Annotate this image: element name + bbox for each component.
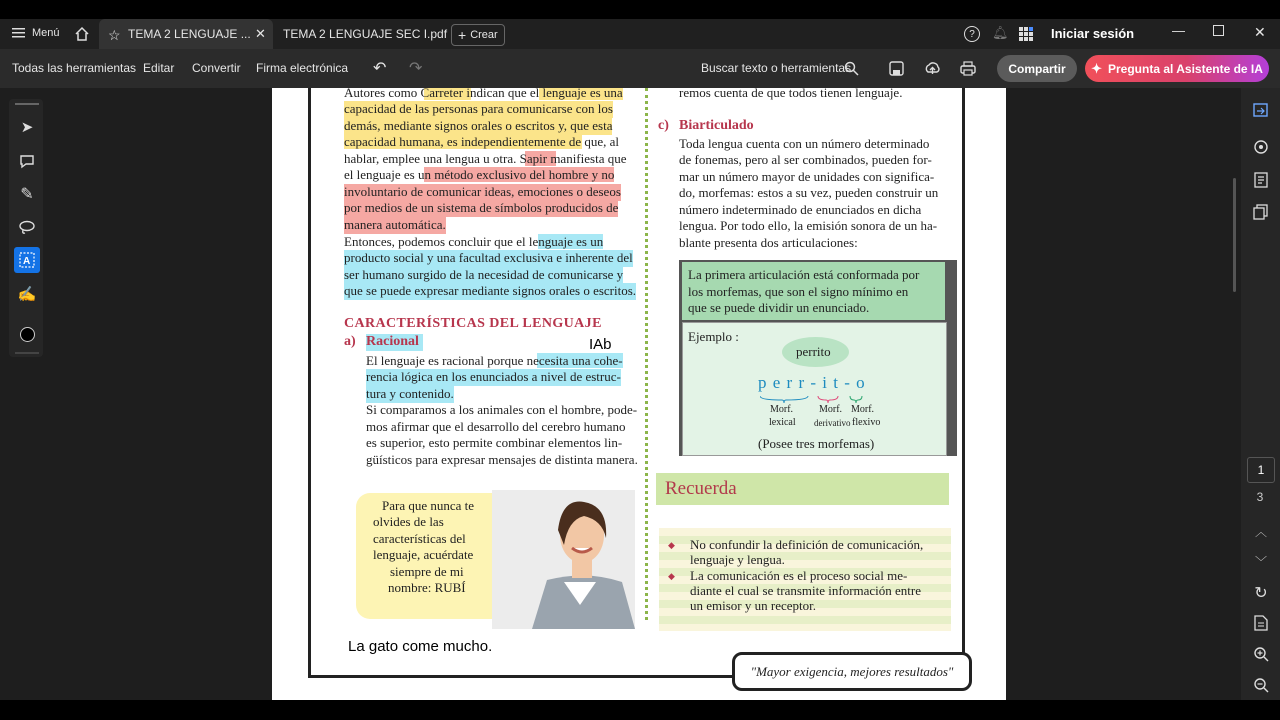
text-line [366,353,623,370]
print-icon [960,61,976,76]
text-line: tura y contenido. [366,386,454,401]
text-line: remos cuenta de que todos tienen lenguaje. [679,88,903,100]
comment-tool[interactable] [14,148,40,174]
close-tab-icon[interactable]: ✕ [255,26,266,41]
minimize-icon[interactable]: — [1172,23,1185,38]
text-line: manera automática. [344,217,446,232]
bubble-line: olvides de las [373,514,444,529]
refresh-button[interactable] [1248,580,1274,606]
text-line: Si comparamos a los animales con el hombre, pode- [366,402,638,417]
restore-icon[interactable] [1213,25,1224,36]
text-line: do, morfemas: estos a su vez, pueden construir un [679,185,939,200]
create-label: Crear [470,29,498,41]
zoom-in-button[interactable] [1248,641,1274,667]
esign-menu[interactable]: Firma electrónica [256,61,349,75]
motto-text: "Mayor exigencia, mejores resultados" [750,663,954,679]
total-pages-label: 3 [1256,490,1264,504]
morph-label: Morf. [819,404,843,415]
ai-assistant-button[interactable] [1085,55,1269,82]
text-line: que se puede dividir un enunciado. [688,300,870,315]
pdf-page [272,88,1006,700]
print-button[interactable] [960,61,976,76]
home-icon [74,26,90,42]
reminder-line: un emisor y un receptor. [690,598,816,613]
toolbar-divider [15,352,39,354]
morph-label: flexivo [852,417,881,428]
search-tools-label[interactable]: Buscar texto o herramientas [701,61,852,75]
text-line [344,167,614,184]
morph-label: Morf. [770,404,794,415]
undo-icon[interactable]: ↶ [373,60,387,77]
text-line: es superior, esto permite combinar elementos lin- [366,435,623,450]
panel-comments-button[interactable] [1248,134,1274,160]
pen-icon: ✎ [20,186,34,203]
zoom-out-icon [1253,677,1269,693]
tab-1-label[interactable]: TEMA 2 LENGUAJE ... [128,27,251,41]
share-button[interactable] [997,55,1077,82]
hamburger-icon [12,27,26,39]
example-label: Ejemplo : [688,329,739,344]
ai-assistant-label: Pregunta al Asistente de IA [1107,61,1263,76]
bullet-icon: ◆ [668,571,675,581]
zoom-out-button[interactable] [1248,672,1274,698]
text-line: mar un número mayor de unidades con significa- [679,169,935,184]
person-illustration [492,490,635,629]
document-icon [1254,615,1268,631]
redo-icon[interactable]: ↷ [409,60,423,77]
column-divider [645,88,648,620]
text-line: demás, mediante signos orales o escritos y, que esta [344,118,613,133]
edit-menu[interactable]: Editar [143,61,175,75]
bubble-line: nombre: RUBÍ [388,580,466,595]
menu-label: Menú [32,27,60,39]
fill-sign-tool[interactable] [14,281,40,307]
text-line: mos afirmar que el desarrollo del cerebro humano [366,419,626,434]
reminder-line: No confundir la definición de comunicación, [690,537,924,552]
panel-bookmarks-button[interactable] [1248,167,1274,193]
window-close-icon[interactable]: ✕ [1254,24,1266,40]
morph-label: Morf. [851,404,875,415]
bubble-line: características del [373,531,466,546]
text-line: número indeterminado de enunciados en dicha [679,202,922,217]
home-button[interactable] [74,26,90,42]
text-line: ser humano surgido de la necesidad de comunicarse y [344,267,624,282]
menu-button[interactable] [12,27,60,39]
text-line-0: Autores como Carreter indican que el lenguaje es una [344,88,623,100]
morpheme-braces [760,394,870,404]
bell-icon[interactable]: 🔔︎ [992,25,1009,40]
page-frame-right [962,88,965,688]
color-swatch-icon [20,327,35,342]
morph-label: derivativo [814,418,851,428]
all-tools-menu[interactable]: Todas las herramientas [12,61,137,75]
item-c-marker: c) [658,118,669,133]
reminder-line: lenguaje y lengua. [690,552,785,567]
bullet-icon: ◆ [668,540,675,550]
comment-ring-icon [1253,139,1269,155]
draw-tool[interactable] [14,181,40,207]
save-button[interactable] [889,61,904,76]
text-line: capacidad de las personas para comunicarse con los [344,101,613,116]
tab-star[interactable] [108,27,121,44]
share-label: Compartir [1008,61,1066,76]
plus-icon: + [458,27,467,43]
page-info-button[interactable] [1248,610,1274,636]
text-line [344,234,603,251]
text-line: producto social y una facultad exclusiva e inherente del [344,250,633,265]
text-line [344,88,623,102]
text-line: de fonemas, pero al ser combinados, pueden for- [679,152,932,167]
tab-bar [0,19,1280,49]
example-note: (Posee tres morfemas) [758,436,875,451]
text-line-5: el lenguaje es un método exclusivo del hombre y no [344,167,615,182]
screen-top-border [0,0,1280,19]
comment-icon [19,153,35,169]
recuerda-title: Recuerda [665,478,737,499]
item-c-title: Biarticulado [679,118,754,133]
example-word: perrito [796,344,831,359]
text-line: involuntario de comunicar ideas, emociones o deseos [344,184,621,199]
copy-pages-icon [1253,204,1269,220]
save-icon [889,61,904,76]
signature-icon: ✍ [17,286,37,303]
bubble-line: lenguaje, acuérdate [373,547,474,562]
color-picker[interactable] [14,321,40,347]
screen-bottom-border [0,700,1280,720]
search-button[interactable] [844,61,859,76]
panel-pages-button[interactable] [1248,199,1274,225]
text-line [344,134,619,151]
text-line: lengua. Por todo ello, la emisión sonora de un ha- [679,218,938,233]
bookmark-list-icon [1253,172,1269,188]
reminder-line: La comunicación es el proceso social me- [690,568,908,583]
text-line-9: Entonces, podemos concluir que el lenguaje es un [344,234,604,249]
text-select-tool[interactable] [14,247,40,273]
text-cursor-indicator: IAb [589,336,612,353]
text-line [344,151,626,168]
a-line-0: El lenguaje es racional porque necesita una cohe- [366,353,623,368]
motto-box [732,652,972,691]
text-line-3: capacidad humana, es independientemente de que, al [344,134,620,149]
export-pdf-icon [1253,102,1269,118]
help-icon[interactable]: ? [964,26,980,42]
text-line: La primera articulación está conformada por [688,267,920,282]
scrollbar-thumb[interactable] [1233,178,1236,292]
bubble-line: siempre de mi [390,564,464,579]
panel-export-button[interactable] [1248,97,1274,123]
cloud-upload-icon [924,60,941,76]
text-line: blante presenta dos articulaciones: [679,235,858,250]
svg-text:A: A [23,256,31,267]
apps-button[interactable] [1019,27,1033,41]
zoom-in-icon [1253,646,1269,662]
text-line: rencia lógica en los enunciados a nivel de estruc- [366,369,621,384]
bubble-line: Para que nunca te [382,498,475,513]
chevron-down-icon: ﹀ [1254,554,1267,569]
text-line: por medios de un sistema de símbolos producidos de [344,200,619,215]
text-line: los morfemas, que son el signo mínimo en [688,284,909,299]
recuerda-banner [656,473,949,505]
lasso-icon [18,219,36,235]
section-title: CARACTERÍSTICAS DEL LENGUAJE [344,316,602,331]
text-line: que se puede expresar mediante signos orales o escritos. [344,283,637,298]
chevron-up-icon: ︿ [1254,524,1267,539]
create-button[interactable] [451,24,505,46]
main-toolbar [0,49,1280,88]
item-a-title: Racional [366,334,423,351]
signin-link[interactable]: Iniciar sesión [1051,26,1135,41]
page-down-button[interactable] [1248,548,1274,574]
woman-photo [492,490,635,629]
ai-sparkle-icon: ✦ [1091,60,1102,76]
tab-2-label[interactable]: TEMA 2 LENGUAJE SEC I.pdf [283,27,448,41]
page-frame-bottom [308,675,738,678]
reminder-line: diante el cual se transmite información entre [690,583,922,598]
search-icon [844,61,859,76]
text-line: güísticos para expresar mensajes de distinta manera. [366,452,638,467]
rotate-icon: ↻ [1254,585,1268,602]
lasso-tool[interactable] [14,214,40,240]
typed-text[interactable]: La gato come mucho. [348,638,493,655]
current-page-field[interactable]: 1 [1247,457,1275,483]
cursor-arrow-icon: ➤ [20,119,34,136]
toolbar-grip [15,103,39,105]
select-tool[interactable] [14,114,40,140]
text-box-icon [19,252,35,268]
upload-button[interactable] [924,60,941,76]
page-frame-left [308,88,311,678]
text-line-4: hablar, emplee una lengua u otra. Sapir manifiesta que [344,151,627,166]
example-segmentation: p e r r - i t - o [758,373,866,392]
morph-label: lexical [769,417,796,428]
page-up-button[interactable] [1248,518,1274,544]
convert-menu[interactable]: Convertir [192,61,241,75]
star-icon: ☆ [108,27,121,43]
item-a-marker: a) [344,334,356,349]
text-line: Toda lengua cuenta con un número determinado [679,136,930,151]
apps-grid-icon [1019,27,1033,41]
